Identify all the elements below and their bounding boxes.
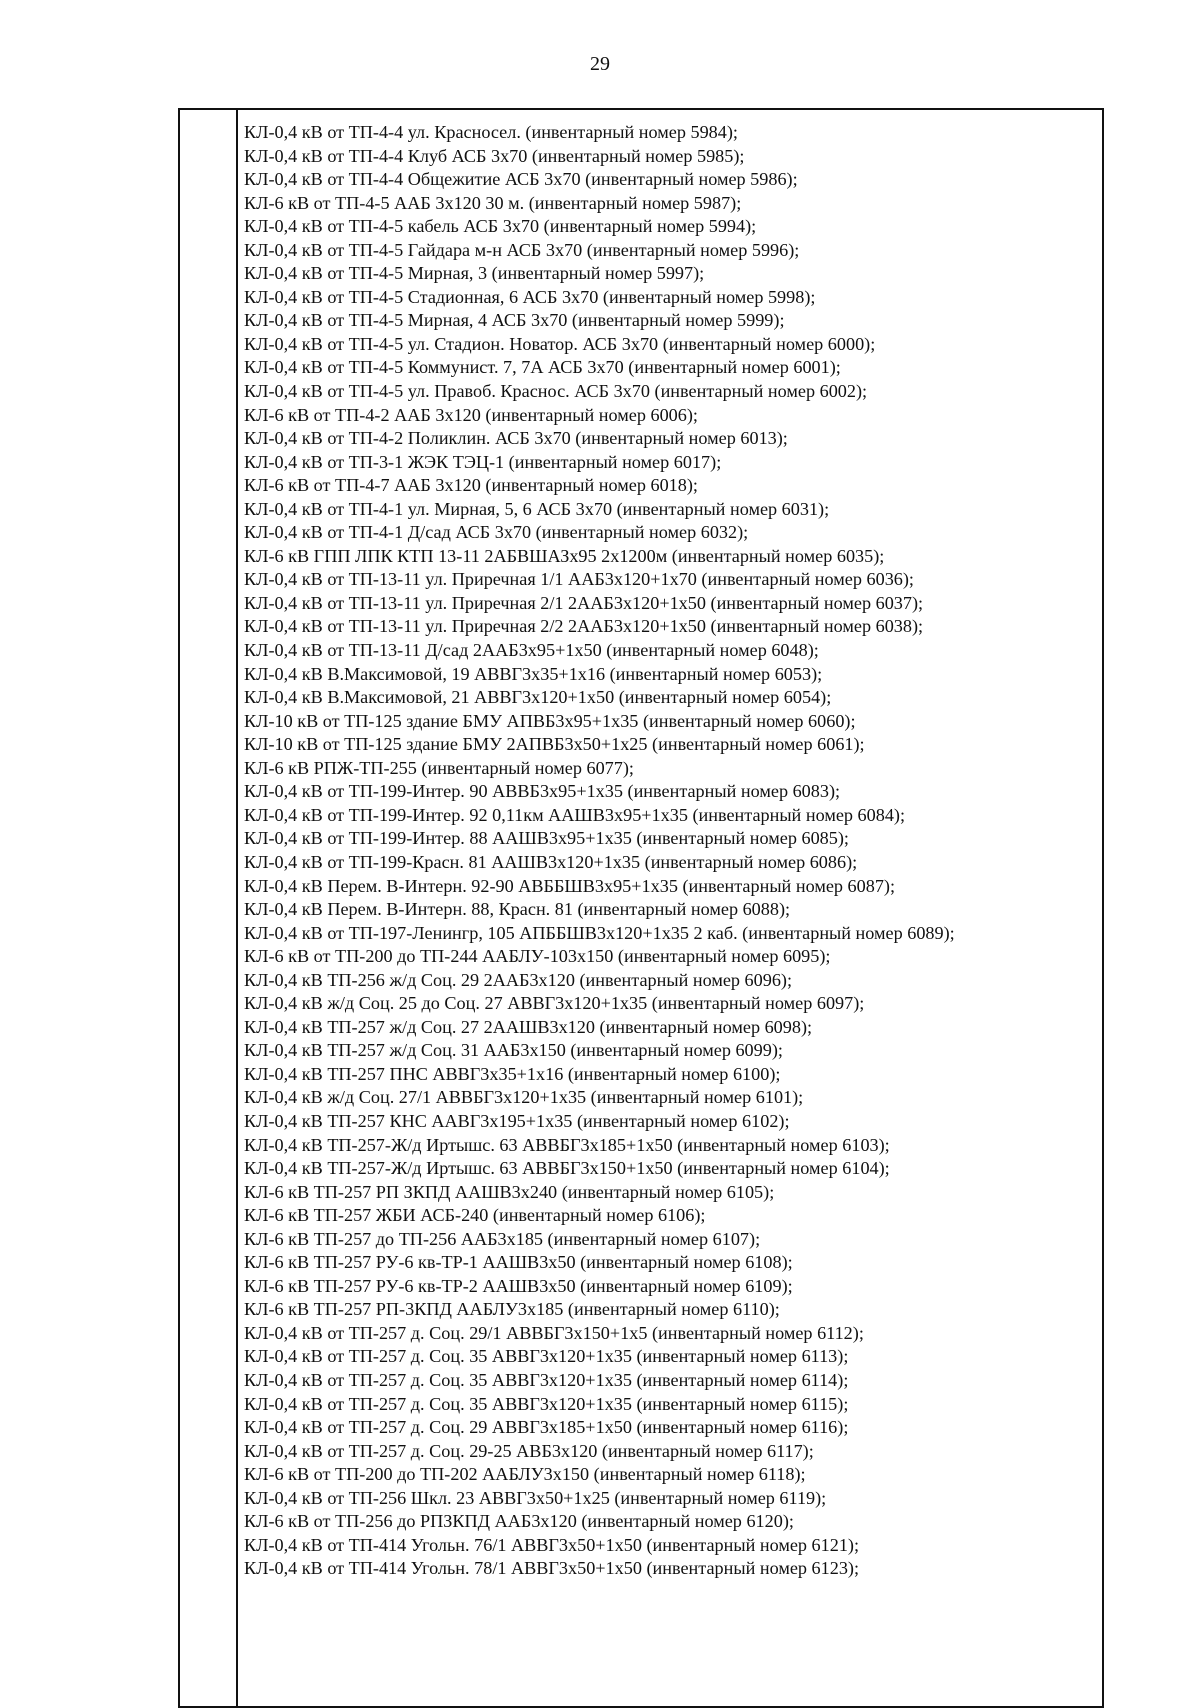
list-item: КЛ-10 кВ от ТП-125 здание БМУ АПВБ3х95+1х35 (инвентарный номер 6060);	[244, 710, 856, 731]
list-item: КЛ-10 кВ от ТП-125 здание БМУ 2АПВБ3х50+1х25 (инвентарный номер 6061);	[244, 734, 865, 755]
entry-list	[244, 121, 1098, 1581]
list-item: КЛ-6 кВ ТП-257 РУ-6 кв-ТР-2 ААШВ3х50 (инвентарный номер 6109);	[244, 1275, 793, 1296]
list-item: КЛ-0,4 кВ от ТП-414 Угольн. 76/1 АВВГ3х50+1х50 (инвентарный номер 6121);	[244, 1534, 860, 1555]
list-item: КЛ-0,4 кВ от ТП-199-Интер. 88 ААШВ3х95+1х35 (инвентарный номер 6085);	[244, 828, 849, 849]
list-item: КЛ-0,4 кВ ТП-256 ж/д Соц. 29 2ААБ3х120 (инвентарный номер 6096);	[244, 969, 793, 990]
list-item: КЛ-6 кВ от ТП-200 до ТП-244 ААБЛУ-103х150 (инвентарный номер 6095);	[244, 946, 831, 967]
list-item: КЛ-0,4 кВ от ТП-257 д. Соц. 35 АВВГ3х120+1х35 (инвентарный номер 6115);	[244, 1393, 849, 1414]
list-item: КЛ-6 кВ от ТП-256 до РПЗКПД ААБ3х120 (инвентарный номер 6120);	[244, 1511, 794, 1532]
list-item: КЛ-0,4 кВ от ТП-4-1 Д/сад АСБ 3х70 (инвентарный номер 6032);	[244, 522, 749, 543]
list-item: КЛ-0,4 кВ от ТП-3-1 ЖЭК ТЭЦ-1 (инвентарный номер 6017);	[244, 451, 722, 472]
list-item: КЛ-0,4 кВ от ТП-4-5 Стадионная, 6 АСБ 3х70 (инвентарный номер 5998);	[244, 286, 816, 307]
inventory-table	[178, 108, 1104, 1708]
list-item: КЛ-6 кВ ГПП ЛПК КТП 13-11 2АБВШАЗх95 2х1200м (инвентарный номер 6035);	[244, 545, 885, 566]
list-item: КЛ-0,4 кВ от ТП-199-Красн. 81 ААШВ3х120+1х35 (инвентарный номер 6086);	[244, 851, 858, 872]
list-item: КЛ-0,4 кВ от ТП-199-Интер. 92 0,11км ААШВ3х95+1х35 (инвентарный номер 6084);	[244, 804, 906, 825]
list-item: КЛ-0,4 кВ от ТП-257 д. Соц. 29/1 АВВБГ3х150+1х5 (инвентарный номер 6112);	[244, 1322, 864, 1343]
list-item: КЛ-0,4 кВ от ТП-257 д. Соц. 35 АВВГ3х120+1х35 (инвентарный номер 6114);	[244, 1369, 849, 1390]
list-item: КЛ-0,4 кВ ТП-257-Ж/д Иртышс. 63 АВВБГ3х150+1х50 (инвентарный номер 6104);	[244, 1158, 890, 1179]
list-item: КЛ-6 кВ ТП-257 РУ-6 кв-ТР-1 ААШВ3х50 (инвентарный номер 6108);	[244, 1252, 793, 1273]
list-item: КЛ-0,4 кВ от ТП-257 д. Соц. 35 АВВГ3х120+1х35 (инвентарный номер 6113);	[244, 1346, 849, 1367]
list-item: КЛ-0,4 кВ от ТП-4-5 Коммунист. 7, 7А АСБ 3х70 (инвентарный номер 6001);	[244, 357, 841, 378]
list-item: КЛ-6 кВ от ТП-4-2 ААБ 3х120 (инвентарный номер 6006);	[244, 404, 698, 425]
number-column	[180, 110, 238, 1706]
list-item: КЛ-0,4 кВ от ТП-4-2 Поликлин. АСБ 3х70 (инвентарный номер 6013);	[244, 428, 788, 449]
list-item: КЛ-0,4 кВ от ТП-4-5 кабель АСБ 3х70 (инвентарный номер 5994);	[244, 216, 757, 237]
list-item: КЛ-0,4 кВ от ТП-4-4 ул. Красносел. (инвентарный номер 5984);	[244, 122, 738, 142]
list-item: КЛ-0,4 кВ от ТП-4-4 Клуб АСБ 3х70 (инвентарный номер 5985);	[244, 145, 745, 166]
list-item: КЛ-0,4 кВ от ТП-13-11 ул. Приречная 1/1 ААБ3х120+1х70 (инвентарный номер 6036);	[244, 569, 914, 590]
list-item: КЛ-0,4 кВ ТП-257 ж/д Соц. 27 2ААШВ3х120 (инвентарный номер 6098);	[244, 1016, 813, 1037]
list-item: КЛ-6 кВ от ТП-4-5 ААБ 3х120 30 м. (инвентарный номер 5987);	[244, 192, 742, 213]
list-item: КЛ-6 кВ ТП-257 РП-3КПД ААБЛУ3х185 (инвентарный номер 6110);	[244, 1299, 780, 1320]
list-item: КЛ-6 кВ ТП-257 до ТП-256 ААБ3х185 (инвентарный номер 6107);	[244, 1228, 761, 1249]
list-item: КЛ-0,4 кВ от ТП-13-11 ул. Приречная 2/2 2ААБ3х120+1х50 (инвентарный номер 6038);	[244, 616, 924, 637]
list-item: КЛ-6 кВ от ТП-4-7 ААБ 3х120 (инвентарный номер 6018);	[244, 475, 698, 496]
list-item: КЛ-0,4 кВ В.Максимовой, 21 АВВГ3х120+1х50 (инвентарный номер 6054);	[244, 687, 832, 708]
list-item: КЛ-6 кВ ТП-257 ЖБИ АСБ-240 (инвентарный номер 6106);	[244, 1205, 706, 1226]
list-item: КЛ-0,4 кВ ТП-257-Ж/д Иртышс. 63 АВВБГ3х185+1х50 (инвентарный номер 6103);	[244, 1134, 890, 1155]
list-item: КЛ-0,4 кВ от ТП-4-4 Общежитие АСБ 3х70 (инвентарный номер 5986);	[244, 169, 798, 190]
list-item: КЛ-6 кВ ТП-257 РП ЗКПД ААШВ3х240 (инвентарный номер 6105);	[244, 1181, 775, 1202]
list-item: КЛ-0,4 кВ ж/д Соц. 25 до Соц. 27 АВВГ3х120+1х35 (инвентарный номер 6097);	[244, 993, 865, 1014]
list-item: КЛ-6 кВ от ТП-200 до ТП-202 ААБЛУ3х150 (инвентарный номер 6118);	[244, 1464, 806, 1485]
list-item: КЛ-6 кВ РПЖ-ТП-255 (инвентарный номер 6077);	[244, 757, 634, 778]
list-item: КЛ-0,4 кВ от ТП-199-Интер. 90 АВВБ3х95+1х35 (инвентарный номер 6083);	[244, 781, 841, 802]
list-item: КЛ-0,4 кВ Перем. В-Интерн. 92-90 АВББШВ3х95+1х35 (инвентарный номер 6087);	[244, 875, 896, 896]
list-item: КЛ-0,4 кВ ТП-257 КНС ААВГ3х195+1х35 (инвентарный номер 6102);	[244, 1110, 790, 1131]
list-item: КЛ-0,4 кВ ТП-257 ж/д Соц. 31 ААБ3х150 (инвентарный номер 6099);	[244, 1040, 783, 1061]
list-item: КЛ-0,4 кВ от ТП-197-Ленингр, 105 АПББШВ3х120+1х35 2 каб. (инвентарный номер 6089);	[244, 922, 955, 943]
list-item: КЛ-0,4 кВ от ТП-4-5 ул. Правоб. Краснос. АСБ 3х70 (инвентарный номер 6002);	[244, 381, 868, 402]
list-item: КЛ-0,4 кВ Перем. В-Интерн. 88, Красн. 81 (инвентарный номер 6088);	[244, 899, 791, 920]
list-item: КЛ-0,4 кВ от ТП-4-5 Мирная, 3 (инвентарный номер 5997);	[244, 263, 705, 284]
list-item: КЛ-0,4 кВ от ТП-414 Угольн. 78/1 АВВГ3х50+1х50 (инвентарный номер 6123);	[244, 1558, 860, 1579]
list-item: КЛ-0,4 кВ от ТП-4-5 Мирная, 4 АСБ 3х70 (инвентарный номер 5999);	[244, 310, 785, 331]
list-item: КЛ-0,4 кВ от ТП-13-11 ул. Приречная 2/1 2ААБ3х120+1х50 (инвентарный номер 6037);	[244, 592, 924, 613]
list-item: КЛ-0,4 кВ В.Максимовой, 19 АВВГ3х35+1х16 (инвентарный номер 6053);	[244, 663, 823, 684]
list-item: КЛ-0,4 кВ ж/д Соц. 27/1 АВВБГ3х120+1х35 (инвентарный номер 6101);	[244, 1087, 804, 1108]
list-item: КЛ-0,4 кВ от ТП-4-5 ул. Стадион. Новатор. АСБ 3х70 (инвентарный номер 6000);	[244, 333, 876, 354]
list-item: КЛ-0,4 кВ от ТП-13-11 Д/сад 2ААБ3х95+1х50 (инвентарный номер 6048);	[244, 640, 819, 661]
list-item: КЛ-0,4 кВ от ТП-256 Шкл. 23 АВВГ3х50+1х25 (инвентарный номер 6119);	[244, 1487, 827, 1508]
list-item: КЛ-0,4 кВ от ТП-4-5 Гайдара м-н АСБ 3х70 (инвентарный номер 5996);	[244, 239, 800, 260]
list-item: КЛ-0,4 кВ ТП-257 ПНС АВВГ3х35+1х16 (инвентарный номер 6100);	[244, 1063, 781, 1084]
list-item: КЛ-0,4 кВ от ТП-257 д. Соц. 29 АВВГ3х185+1х50 (инвентарный номер 6116);	[244, 1417, 849, 1438]
list-item: КЛ-0,4 кВ от ТП-4-1 ул. Мирная, 5, 6 АСБ 3х70 (инвентарный номер 6031);	[244, 498, 830, 519]
list-item: КЛ-0,4 кВ от ТП-257 д. Соц. 29-25 АВБ3х120 (инвентарный номер 6117);	[244, 1440, 814, 1461]
page-number: 29	[590, 53, 610, 75]
